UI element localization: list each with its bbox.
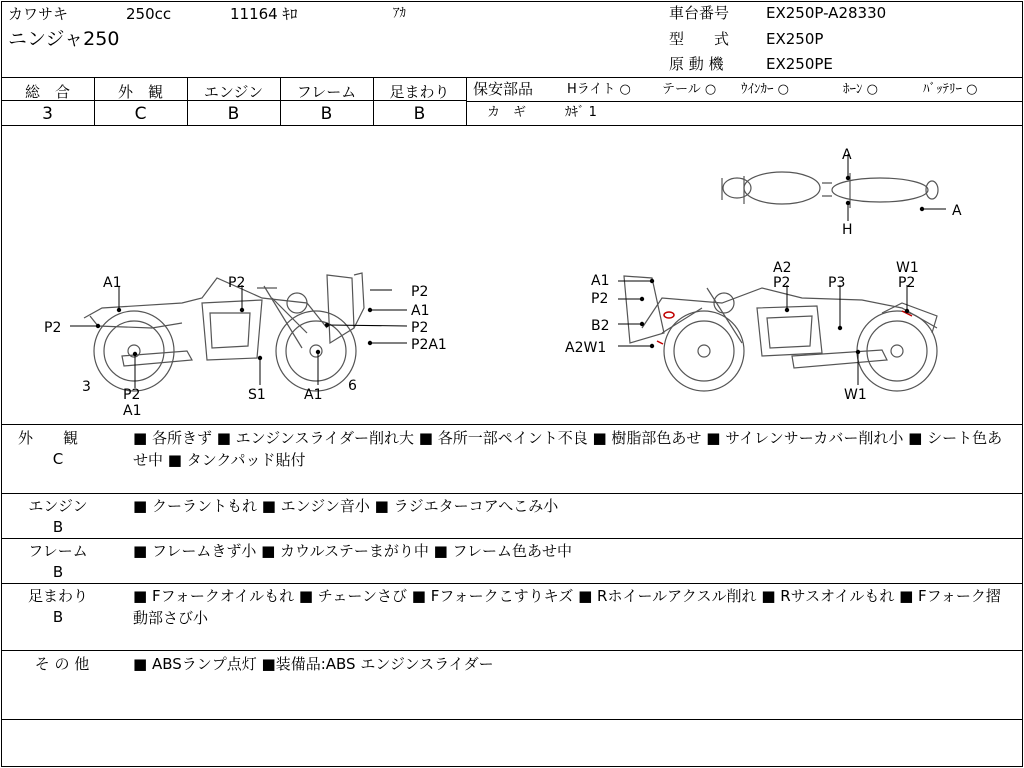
diagram-label: A1 bbox=[103, 275, 122, 291]
diagram-label: A2W1 bbox=[565, 340, 607, 356]
suspension-grade-label: 足まわり bbox=[389, 83, 450, 101]
damage-points bbox=[96, 176, 924, 360]
safety-label: 保安部品 bbox=[473, 80, 534, 98]
engine-label: 原 動 機 bbox=[669, 55, 724, 73]
section-suspension-text: ■ Fフォークオイルもれ ■ チェーンさび ■ Fフォークこすりキズ ■ Rホイールアクスル削れ ■ Rサスオイルもれ ■ Fフォーク摺動部さび小 bbox=[133, 587, 1001, 627]
divider bbox=[1, 77, 1023, 78]
damage-diagram bbox=[2, 128, 1022, 424]
diagram-label: A1 bbox=[304, 387, 323, 403]
section-frame-text: ■ フレームきず小 ■ カウルステーまがり中 ■ フレーム色あせ中 bbox=[133, 542, 572, 560]
divider bbox=[1, 424, 1023, 425]
engine-grade: B bbox=[227, 104, 240, 124]
diagram-label: W1 bbox=[844, 387, 867, 403]
diagram-label: A1 bbox=[411, 303, 430, 319]
section-suspension-label: 足まわり bbox=[27, 587, 88, 605]
divider bbox=[466, 101, 1023, 102]
motorcycle-right-view bbox=[624, 276, 937, 391]
exterior-label: 外 観 bbox=[117, 83, 163, 101]
safety-headlight: Hライト ○ bbox=[567, 82, 631, 97]
divider bbox=[1, 650, 1023, 651]
key-value: ｶｷﾞ 1 bbox=[565, 105, 597, 120]
diagram-label: B2 bbox=[591, 318, 610, 334]
divider bbox=[1, 125, 1023, 126]
diagram-label: P3 bbox=[828, 275, 846, 291]
engine-grade-label: エンジン bbox=[203, 83, 264, 101]
diagram-labels-top bbox=[842, 147, 962, 238]
mileage: 11164 ｷﾛ bbox=[230, 5, 298, 23]
diagram-label: A1 bbox=[123, 403, 142, 419]
diagram-label: P2 bbox=[898, 275, 916, 291]
diagram-label: H bbox=[842, 222, 853, 238]
overall-label: 総 合 bbox=[24, 83, 70, 101]
section-engine-text: ■ クーラントもれ ■ エンジン音小 ■ ラジエターコアへこみ小 bbox=[133, 497, 559, 515]
key-label: カ ギ bbox=[487, 105, 527, 120]
section-exterior-grade: C bbox=[52, 450, 64, 468]
motorcycle-top-view bbox=[722, 172, 938, 208]
section-frame-grade: B bbox=[52, 563, 64, 581]
type-value: EX250P bbox=[766, 30, 824, 48]
suspension-grade: B bbox=[413, 104, 426, 124]
section-frame-label: フレーム bbox=[28, 542, 88, 560]
safety-horn: ﾎｰﾝ ○ bbox=[843, 82, 878, 97]
type-label: 型 式 bbox=[669, 30, 730, 48]
frame-no-label: 車台番号 bbox=[669, 4, 730, 22]
maker: カワサキ bbox=[8, 5, 69, 23]
engine-value: EX250PE bbox=[766, 55, 833, 73]
divider bbox=[1, 719, 1023, 720]
section-other-label: そ の 他 bbox=[34, 655, 90, 673]
diagram-label: P2 bbox=[411, 284, 429, 300]
frame-grade: B bbox=[320, 104, 333, 124]
diagram-label: A2 bbox=[773, 260, 792, 276]
section-other-text: ■ ABSランプ点灯 ■装備品:ABS エンジンスライダー bbox=[133, 655, 494, 673]
diagram-label: P2 bbox=[411, 320, 429, 336]
overall-grade: 3 bbox=[42, 104, 53, 124]
diagram-label: S1 bbox=[248, 387, 266, 403]
divider bbox=[1, 493, 1023, 494]
diagram-label: A bbox=[842, 147, 852, 163]
section-exterior-text: ■ 各所きず ■ エンジンスライダー削れ大 ■ 各所一部ペイント不良 ■ 樹脂部色あせ ■ サイレンサーカバー削れ小 ■ シート色あせ中 ■ タンクパッド貼付 bbox=[133, 429, 1003, 469]
color: ｱｶ bbox=[393, 6, 406, 21]
divider bbox=[1, 583, 1023, 584]
displacement: 250cc bbox=[126, 5, 172, 23]
diagram-label: 3 bbox=[82, 379, 91, 395]
safety-tail: テール ○ bbox=[662, 82, 717, 97]
section-engine-label: エンジン bbox=[28, 497, 88, 515]
diagram-label: P2 bbox=[591, 291, 609, 307]
section-engine-grade: B bbox=[52, 518, 64, 536]
diagram-label: P2 bbox=[773, 275, 791, 291]
section-suspension-grade: B bbox=[52, 608, 64, 626]
diagram-label: P2 bbox=[228, 275, 246, 291]
diagram-label: P2 bbox=[123, 387, 141, 403]
diagram-label: P2A1 bbox=[411, 337, 447, 353]
model-name: ニンジャ250 bbox=[8, 28, 120, 50]
diagram-label: W1 bbox=[896, 260, 919, 276]
safety-winker: ｳｲﾝｶｰ ○ bbox=[741, 82, 789, 97]
diagram-label: 6 bbox=[348, 378, 357, 394]
divider bbox=[1, 538, 1023, 539]
diagram-label: A1 bbox=[591, 273, 610, 289]
diagram-label: P2 bbox=[44, 320, 62, 336]
motorcycle-left-view bbox=[84, 273, 364, 391]
diagram-label: A bbox=[952, 203, 962, 219]
frame-grade-label: フレーム bbox=[296, 83, 357, 101]
section-exterior-label: 外 観 bbox=[17, 429, 78, 447]
damage-marks bbox=[657, 311, 912, 344]
safety-battery: ﾊﾞｯﾃﾘｰ ○ bbox=[923, 82, 978, 97]
exterior-grade: C bbox=[134, 104, 147, 124]
frame-no: EX250P-A28330 bbox=[766, 4, 887, 22]
